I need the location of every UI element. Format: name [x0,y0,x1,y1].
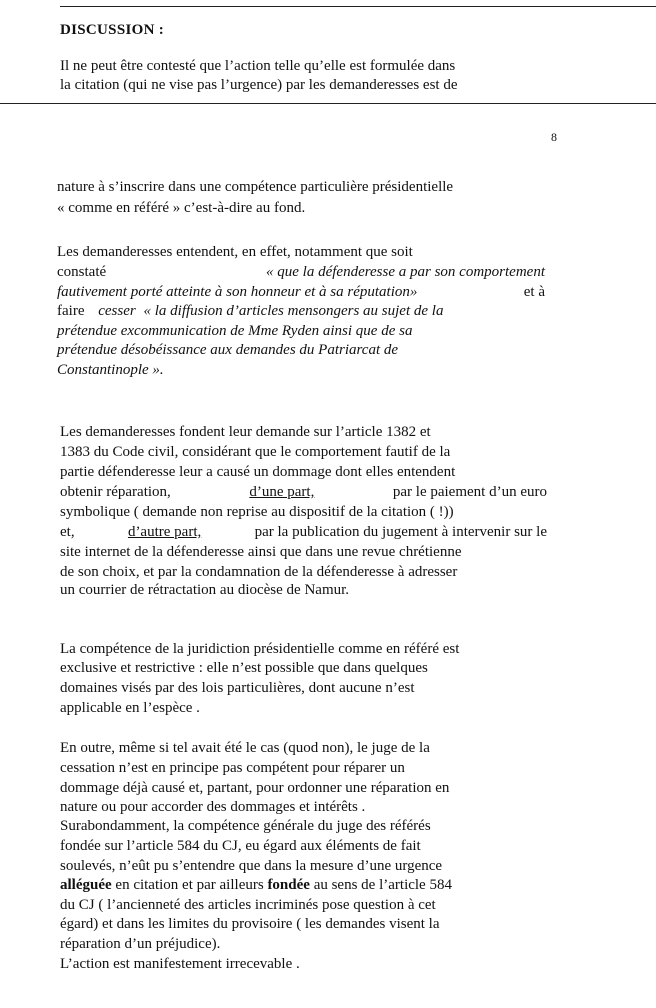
p1-line: la citation (qui ne vise pas l’urgence) par les demanderesses est de [60,77,458,93]
section-heading: DISCUSSION : [60,22,165,38]
p6-line: du CJ ( l’ancienneté des articles incriminés pose question à cet [60,897,436,913]
p3-text: obtenir réparation, [60,484,171,500]
p3-text: par le paiement d’un euro [392,484,547,500]
p5-line: En outre, même si tel avait été le cas (quod non), le juge de la [60,740,430,756]
p2-line: Constantinople ». [57,362,164,378]
p3-line: partie défenderesse leur a causé un dommage dont elles entendent [60,464,456,480]
p2-line: Les demanderesses entendent, en effet, notamment que soit [57,244,413,260]
page-break-rule [0,103,656,104]
p3-line: de son choix, et par la condamnation de la défenderesse à adresser [60,564,458,580]
p2-quote: cesser [98,303,136,319]
p1-line: « comme en référé » c’est-à-dire au fond. [57,200,306,216]
p4-line: applicable en l’espèce . [60,700,200,716]
p2-quote: « que la défenderesse a par son comportement [266,264,545,280]
p2-line [57,263,545,281]
p2-text: et à [523,284,545,300]
p5-line: dommage déjà causé et, partant, pour ordonner une réparation en [60,780,450,796]
p6-text: au sens de l’article 584 [313,877,452,893]
p6-line: soulevés, n’eût pu s’entendre que dans la mesure d’une urgence [60,858,443,874]
p3-line: Les demanderesses fondent leur demande sur l’article 1382 et [60,424,431,440]
p5-line: nature ou pour accorder des dommages et intérêts . [60,799,366,815]
p4-line: La compétence de la juridiction présidentielle comme en référé est [60,641,460,657]
p3-text: et, [60,524,75,540]
top-rule [60,6,656,7]
p3-line [60,523,547,541]
p3-underlined: d’une part, [249,484,315,500]
p5-line: cessation n’est en principe pas compétent pour réparer un [60,760,405,776]
p2-quote: fautivement porté atteinte à son honneur et à sa réputation» [57,284,418,300]
page-number: 8 [551,130,557,144]
p4-line: domaines visés par des lois particulières, dont aucune n’est [60,680,415,696]
p2-quote: « la diffusion d’articles mensongers au sujet de la [143,303,444,319]
p3-line: symbolique ( demande non reprise au dispositif de la citation ( !)) [60,504,454,520]
p3-line: 1383 du Code civil, considérant que le comportement fautif de la [60,444,451,460]
p6-text: en citation et par ailleurs [115,877,264,893]
p7-line: L’action est manifestement irrecevable . [60,956,300,972]
p1-line: Il ne peut être contesté que l’action telle qu’elle est formulée dans [60,58,456,74]
p6-bold: alléguée [60,877,112,893]
p3-line [60,483,547,501]
p3-underlined: d’autre part, [127,524,202,540]
p2-text: faire [57,303,85,319]
p1-line: nature à s’inscrire dans une compétence particulière présidentielle [57,179,454,195]
p2-line [57,283,545,301]
p6-line [60,876,452,894]
p6-line: réparation d’un préjudice). [60,936,221,952]
p2-line: prétendue désobéissance aux demandes du Patriarcat de [57,342,399,358]
p6-line: égard) et dans les limites du provisoire ( les demandes visent la [60,916,440,932]
p3-line: site internet de la défenderesse ainsi que dans une revue chrétienne [60,544,462,560]
p2-line: prétendue excommunication de Mme Ryden ainsi que de sa [57,323,413,339]
p3-line: un courrier de rétractation au diocèse de Namur. [60,582,350,598]
p6-line: Surabondamment, la compétence générale du juge des référés [60,818,431,834]
p4-line: exclusive et restrictive : elle n’est possible que dans quelques [60,660,428,676]
p2-line [57,302,545,320]
p2-text: constaté [57,264,107,280]
p6-line: fondée sur l’article 584 du CJ, eu égard aux éléments de fait [60,838,421,854]
p3-text: par la publication du jugement à intervenir sur le [254,524,547,540]
p6-bold: fondée [267,877,310,893]
